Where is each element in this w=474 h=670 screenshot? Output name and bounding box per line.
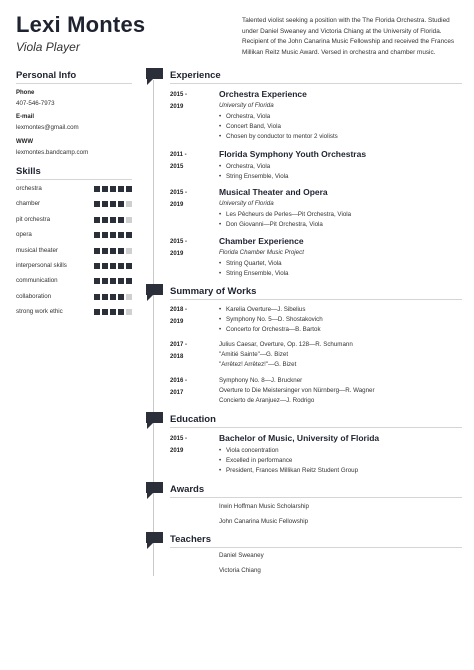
works-list	[219, 305, 323, 335]
rating-dot-filled	[110, 248, 116, 254]
entry-title: Florida Symphony Youth Orchestras	[219, 149, 367, 159]
rating-dot-filled	[94, 309, 100, 315]
works-date	[170, 304, 187, 328]
date-start: 2015 -	[170, 436, 188, 442]
section-marker-icon	[146, 482, 163, 500]
skill-rating	[94, 278, 132, 284]
rating-dot-filled	[94, 263, 100, 269]
rating-dot-filled	[102, 186, 108, 192]
www-value: lexmontes.bandcamp.com	[16, 149, 89, 156]
date-start: 2011 -	[170, 152, 187, 158]
education-heading: Education	[170, 414, 216, 425]
education-bullets	[219, 446, 358, 476]
date-end: 2019	[170, 104, 184, 110]
work-item: Concierto de Aranjuez—J. Rodrigo	[219, 397, 315, 404]
work-item: "Amitié Sainte"—G. Bizet	[219, 351, 289, 358]
entry-date	[170, 187, 187, 211]
rating-dot-filled	[102, 263, 108, 269]
entry-bullets	[219, 210, 351, 230]
awards-heading: Awards	[170, 484, 205, 495]
date-start: 2016 -	[170, 378, 188, 384]
rating-dot-filled	[118, 186, 124, 192]
works-list	[219, 340, 353, 370]
skill-name: collaboration	[16, 293, 52, 300]
skill-rating	[94, 309, 132, 315]
skill-name: musical theater	[16, 247, 58, 254]
skills-heading: Skills	[16, 166, 41, 177]
skill-rating	[94, 248, 132, 254]
award-item: John Canarina Music Fellowship	[219, 518, 309, 525]
rating-dot-empty	[126, 217, 132, 223]
rating-dot-filled	[102, 217, 108, 223]
date-start: 2018 -	[170, 307, 188, 313]
teacher-item: Victoria Chiang	[219, 567, 261, 574]
award-item: Irwin Hoffman Music Scholarship	[219, 503, 309, 510]
profile-summary: Talented violist seeking a position with the The Florida Orchestra. Studied under Daniel Sweaney and Victoria Chiang at the University of Florida. Recipient of the John Canarina Music Fellowship and received the Frances Millikan Reitz Music Award. Versed in orchestra and chamber music.	[242, 17, 455, 56]
teachers-heading: Teachers	[170, 534, 212, 545]
entry-title: Orchestra Experience	[219, 89, 307, 99]
education-date	[170, 433, 187, 457]
rating-dot-empty	[126, 309, 132, 315]
rating-dot-filled	[110, 201, 116, 207]
entry-title: Musical Theater and Opera	[219, 187, 328, 197]
rating-dot-filled	[102, 278, 108, 284]
rating-dot-empty	[126, 248, 132, 254]
date-end: 2019	[170, 251, 184, 257]
skill-name: interpersonal skills	[16, 262, 67, 269]
entry-date	[170, 89, 187, 113]
rating-dot-filled	[118, 201, 124, 207]
rating-dot-filled	[102, 309, 108, 315]
bullet-item: • String Ensemble, Viola	[219, 172, 288, 182]
experience-heading: Experience	[170, 70, 221, 81]
date-start: 2017 -	[170, 342, 188, 348]
skills-rule	[16, 179, 132, 180]
rating-dot-filled	[118, 217, 124, 223]
rating-dot-filled	[118, 232, 124, 238]
degree-title: Bachelor of Music, University of Florida	[219, 433, 380, 443]
skill-name: chamber	[16, 200, 41, 207]
phone-value: 407-546-7973	[16, 100, 55, 107]
education-rule	[170, 427, 462, 428]
rating-dot-filled	[94, 248, 100, 254]
rating-dot-filled	[102, 294, 108, 300]
email-label: E-mail	[16, 114, 35, 120]
job-title: Viola Player	[16, 40, 80, 54]
section-marker-icon	[146, 284, 163, 302]
experience-rule	[170, 83, 462, 84]
timeline-line	[153, 80, 154, 576]
rating-dot-filled	[94, 294, 100, 300]
date-end: 2015	[170, 164, 184, 170]
rating-dot-filled	[94, 186, 100, 192]
bullet-item: • Orchestra, Viola	[219, 112, 338, 122]
rating-dot-filled	[118, 263, 124, 269]
works-date	[170, 375, 187, 399]
rating-dot-filled	[110, 309, 116, 315]
entry-title: Chamber Experience	[219, 236, 304, 246]
entry-bullets	[219, 259, 288, 279]
work-item: • Symphony No. 5—D. Shostakovich	[219, 315, 323, 325]
rating-dot-filled	[102, 248, 108, 254]
entry-organization: Florida Chamber Music Project	[219, 249, 304, 256]
rating-dot-filled	[110, 278, 116, 284]
rating-dot-filled	[94, 201, 100, 207]
personal-info-rule	[16, 83, 132, 84]
skill-rating	[94, 217, 132, 223]
work-item: Julius Caesar, Overture, Op. 128—R. Schumann	[219, 341, 353, 348]
rating-dot-filled	[118, 294, 124, 300]
skill-rating	[94, 186, 132, 192]
works-heading: Summary of Works	[170, 286, 257, 297]
date-end: 2017	[170, 390, 184, 396]
rating-dot-filled	[110, 186, 116, 192]
work-item: • Concerto for Orchestra—B. Bartok	[219, 325, 323, 335]
bullet-item: • Don Giovanni—Pit Orchestra, Viola	[219, 220, 351, 230]
bullet-item: • String Ensemble, Viola	[219, 269, 288, 279]
date-end: 2019	[170, 202, 184, 208]
works-date	[170, 339, 187, 363]
works-rule	[170, 299, 462, 300]
date-end: 2019	[170, 319, 184, 325]
rating-dot-filled	[118, 248, 124, 254]
work-item: • Karelia Overture—J. Sibelius	[219, 305, 323, 315]
skill-name: strong work ethic	[16, 308, 63, 315]
bullet-item: • Concert Band, Viola	[219, 122, 338, 132]
teachers-rule	[170, 547, 462, 548]
date-end: 2019	[170, 448, 184, 454]
bullet-item: • Excelled in performance	[219, 456, 358, 466]
entry-bullets	[219, 112, 338, 142]
section-marker-icon	[146, 412, 163, 430]
entry-bullets	[219, 162, 288, 182]
section-marker-icon	[146, 68, 163, 86]
rating-dot-empty	[126, 294, 132, 300]
phone-label: Phone	[16, 90, 35, 96]
rating-dot-filled	[126, 278, 132, 284]
awards-rule	[170, 497, 462, 498]
rating-dot-empty	[126, 201, 132, 207]
rating-dot-filled	[94, 217, 100, 223]
rating-dot-filled	[126, 186, 132, 192]
skill-name: communication	[16, 277, 58, 284]
bullet-item: • Chosen by conductor to mentor 2 violists	[219, 132, 338, 142]
work-item: Symphony No. 8—J. Bruckner	[219, 377, 303, 384]
www-label: WWW	[16, 139, 33, 145]
date-start: 2015 -	[170, 239, 188, 245]
skill-name: opera	[16, 231, 32, 238]
entry-organization: University of Florida	[219, 102, 274, 109]
rating-dot-filled	[110, 263, 116, 269]
rating-dot-filled	[118, 309, 124, 315]
work-item: Overture to Die Meistersinger von Nürnberg—R. Wagner	[219, 387, 375, 394]
rating-dot-filled	[102, 232, 108, 238]
skill-rating	[94, 294, 132, 300]
work-item: "Arrêtez! Arrêtez!"—G. Bizet	[219, 361, 297, 368]
entry-date	[170, 149, 187, 173]
teacher-item: Daniel Sweaney	[219, 552, 264, 559]
bullet-item: • Orchestra, Viola	[219, 162, 288, 172]
section-marker-icon	[146, 532, 163, 550]
rating-dot-filled	[110, 294, 116, 300]
rating-dot-filled	[102, 201, 108, 207]
rating-dot-filled	[126, 263, 132, 269]
skill-rating	[94, 201, 132, 207]
works-list	[219, 376, 375, 406]
bullet-item: • Les Pêcheurs de Perles—Pit Orchestra, Viola	[219, 210, 351, 220]
date-start: 2015 -	[170, 190, 188, 196]
date-start: 2015 -	[170, 92, 188, 98]
bullet-item: • String Quartet, Viola	[219, 259, 288, 269]
rating-dot-filled	[94, 232, 100, 238]
entry-organization: University of Florida	[219, 200, 274, 207]
skill-name: orchestra	[16, 185, 42, 192]
email-value: lexmontes@gmail.com	[16, 124, 79, 131]
rating-dot-filled	[110, 217, 116, 223]
entry-date	[170, 236, 187, 260]
bullet-item: • Viola concentration	[219, 446, 358, 456]
rating-dot-filled	[110, 232, 116, 238]
bullet-item: • President, Frances Millikan Reitz Student Group	[219, 466, 358, 476]
date-end: 2018	[170, 354, 184, 360]
rating-dot-filled	[94, 278, 100, 284]
skill-rating	[94, 232, 132, 238]
skill-name: pit orchestra	[16, 216, 51, 223]
personal-info-heading: Personal Info	[16, 70, 77, 81]
rating-dot-filled	[118, 278, 124, 284]
candidate-name: Lexi Montes	[16, 12, 146, 37]
skill-rating	[94, 263, 132, 269]
rating-dot-filled	[126, 232, 132, 238]
